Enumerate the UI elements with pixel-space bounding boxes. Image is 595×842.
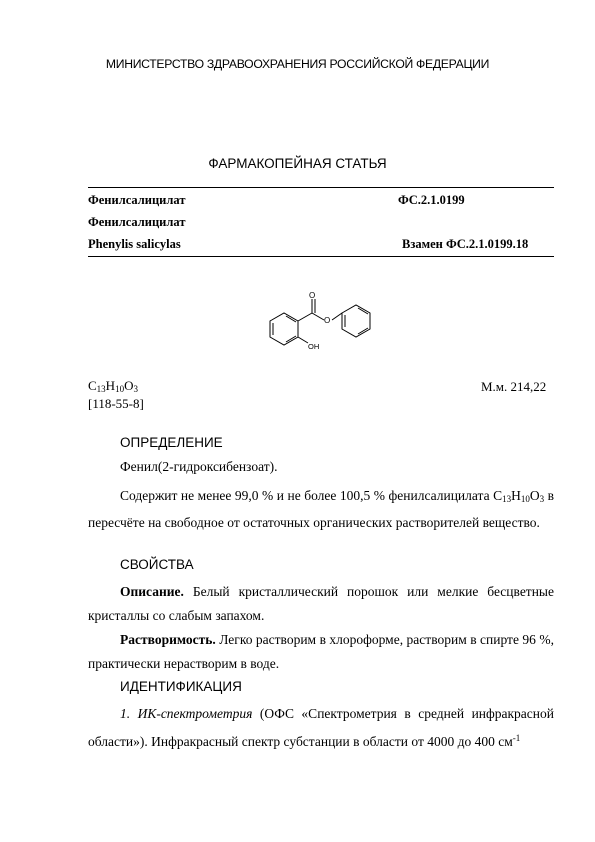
ministry-header: МИНИСТЕРСТВО ЗДРАВООХРАНЕНИЯ РОССИЙСКОЙ ФЕДЕРАЦИИ <box>105 57 490 71</box>
chem-name: Фенил(2-гидроксибензоат). <box>120 459 278 474</box>
description-paragraph: Описание. Белый кристаллический порошок или мелкие бесцветные кристаллы со слабым запахом. <box>88 584 554 623</box>
heading-identification: ИДЕНТИФИКАЦИЯ <box>120 679 242 694</box>
monograph-code: ФС.2.1.0199 <box>398 193 465 207</box>
heading-properties: СВОЙСТВА <box>120 557 194 572</box>
solubility-paragraph: Растворимость. Легко растворим в хлороформе, растворим в спирте 96 %, практически нерастворим в воде. <box>88 632 555 671</box>
content-paragraph: Содержит не менее 99,0 % и не более 100,5 % фенилсалицилата $C_{13}H_{10}O_3$ в пересчёте на свободное от остаточных органических растворителей вещество. <box>88 488 555 530</box>
identification-paragraph: 1. ИК-спектрометрия (ОФС «Спектрометрия в средней инфракрасной области»). Инфракрасный спектр субстанции в области от 4000 до 400 $см^{-1}$ <box>88 706 554 749</box>
carbonyl-o-label: O <box>309 291 316 300</box>
name-ru-1: Фенилсалицилат <box>88 193 186 207</box>
heading-definition: ОПРЕДЕЛЕНИЕ <box>120 435 223 450</box>
formula-inline: $C_{13}H_{10}O_3$ <box>493 488 545 504</box>
top-rule <box>88 187 554 188</box>
article-type-title: ФАРМАКОПЕЙНАЯ СТАТЬЯ <box>208 156 387 171</box>
ester-o-label: O <box>324 316 331 325</box>
structural-formula <box>252 285 382 365</box>
name-latin: Phenylis salicylas <box>88 237 181 251</box>
oh-label: OH <box>308 342 320 351</box>
molecular-weight: М.м. 214,22 <box>481 379 547 394</box>
bottom-rule <box>88 256 554 257</box>
molecular-formula: $C_{13}H_{10}O_3$ <box>88 378 138 394</box>
replaces-code: Взамен ФС.2.1.0199.18 <box>402 237 529 251</box>
cas-number: [118-55-8] <box>88 396 144 411</box>
name-ru-2: Фенилсалицилат <box>88 215 186 229</box>
